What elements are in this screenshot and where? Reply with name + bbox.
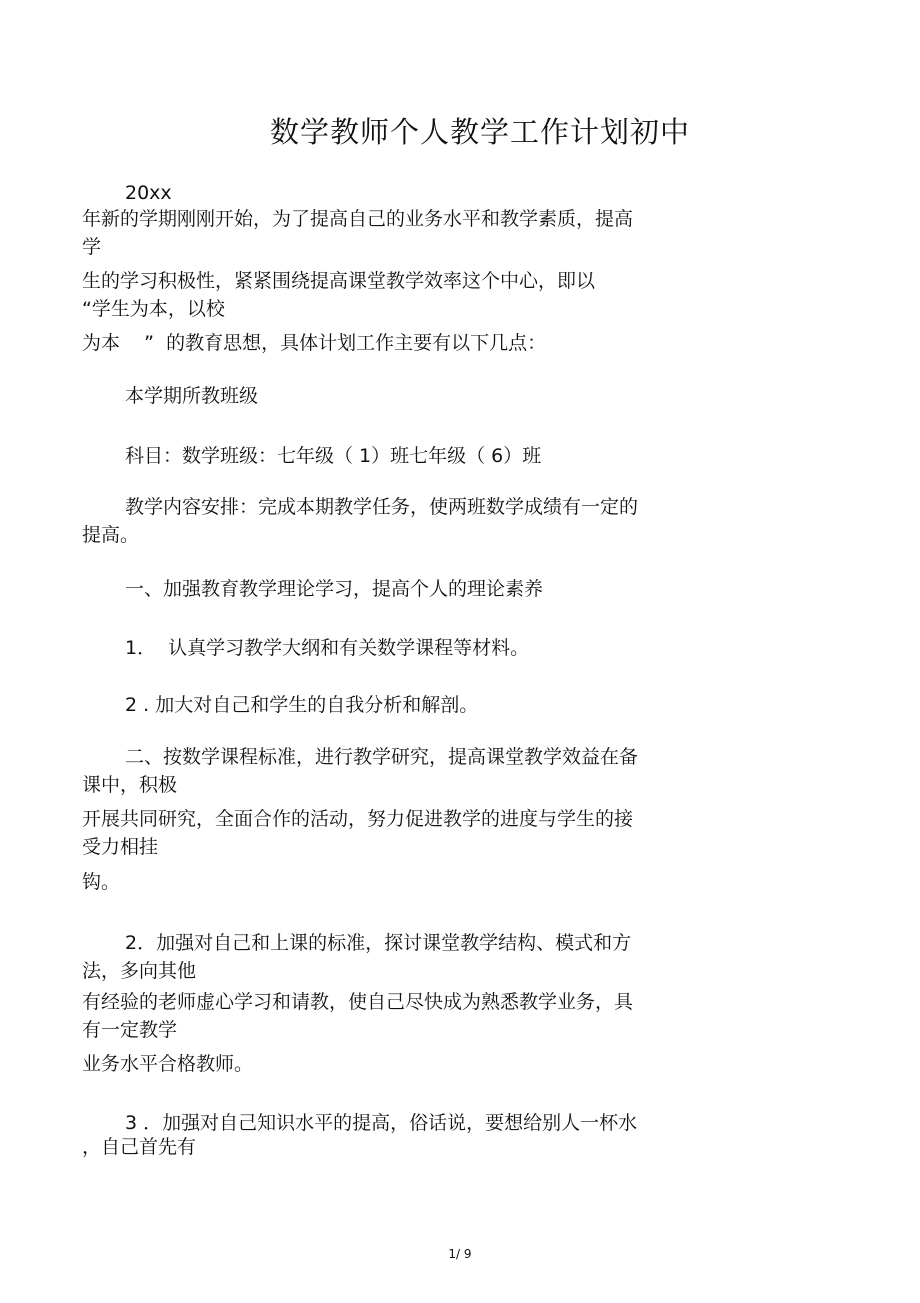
text-line: 有经验的老师虚心学习和请教，使自己尽快成为熟悉教学业务，具: [82, 991, 634, 1013]
section-heading: 一、加强教育教学理论学习，提高个人的理论素养: [125, 578, 544, 600]
section-heading: 本学期所教班级: [125, 385, 259, 407]
text-line: 科目：数学班级：七年级（ 1）班七年级（ 6）班: [125, 445, 542, 467]
document-title: 数学教师个人教学工作计划初中: [269, 115, 690, 149]
text-line: 受力相挂: [82, 836, 159, 858]
text-line: 教学内容安排：完成本期教学任务，使两班数学成绩有一定的: [125, 496, 639, 518]
section-heading: 二、按数学课程标准，进行教学研究，提高课堂教学效益在备: [125, 746, 639, 768]
text-line: 法，多向其他: [82, 960, 197, 982]
text-line: 业务水平合格教师。: [82, 1053, 254, 1075]
page-number: 1/ 9: [448, 1247, 472, 1261]
text-line: 提高。: [82, 524, 140, 546]
text-line: ，自己首先有: [82, 1136, 197, 1158]
text-line: 钩。: [82, 871, 121, 893]
text-line: “学生为本，以校: [82, 298, 225, 320]
text-line: 20xx: [125, 182, 172, 204]
text-line: 为本 ” 的教育思想，具体计划工作主要有以下几点：: [82, 332, 547, 354]
text-line: 学: [82, 236, 102, 258]
text-line: 课中，积极: [82, 774, 178, 796]
list-item: 3 ．加强对自己知识水平的提高，俗话说，要想给别人一杯水: [125, 1112, 638, 1134]
list-item: 2．加强对自己和上课的标准，探讨课堂教学结构、模式和方: [125, 932, 632, 954]
list-item: 1． 认真学习教学大纲和有关数学课程等材料。: [125, 637, 530, 659]
list-item: 2 . 加大对自己和学生的自我分析和解剖。: [125, 694, 479, 716]
text-line: 有一定教学: [82, 1019, 178, 1041]
text-line: 开展共同研究，全面合作的活动，努力促进教学的进度与学生的接: [82, 808, 634, 830]
text-line: 生的学习积极性，紧紧围绕提高课堂教学效率这个中心，即以: [82, 270, 596, 292]
text-line: 年新的学期刚刚开始，为了提高自己的业务水平和教学素质，提高: [82, 208, 634, 230]
